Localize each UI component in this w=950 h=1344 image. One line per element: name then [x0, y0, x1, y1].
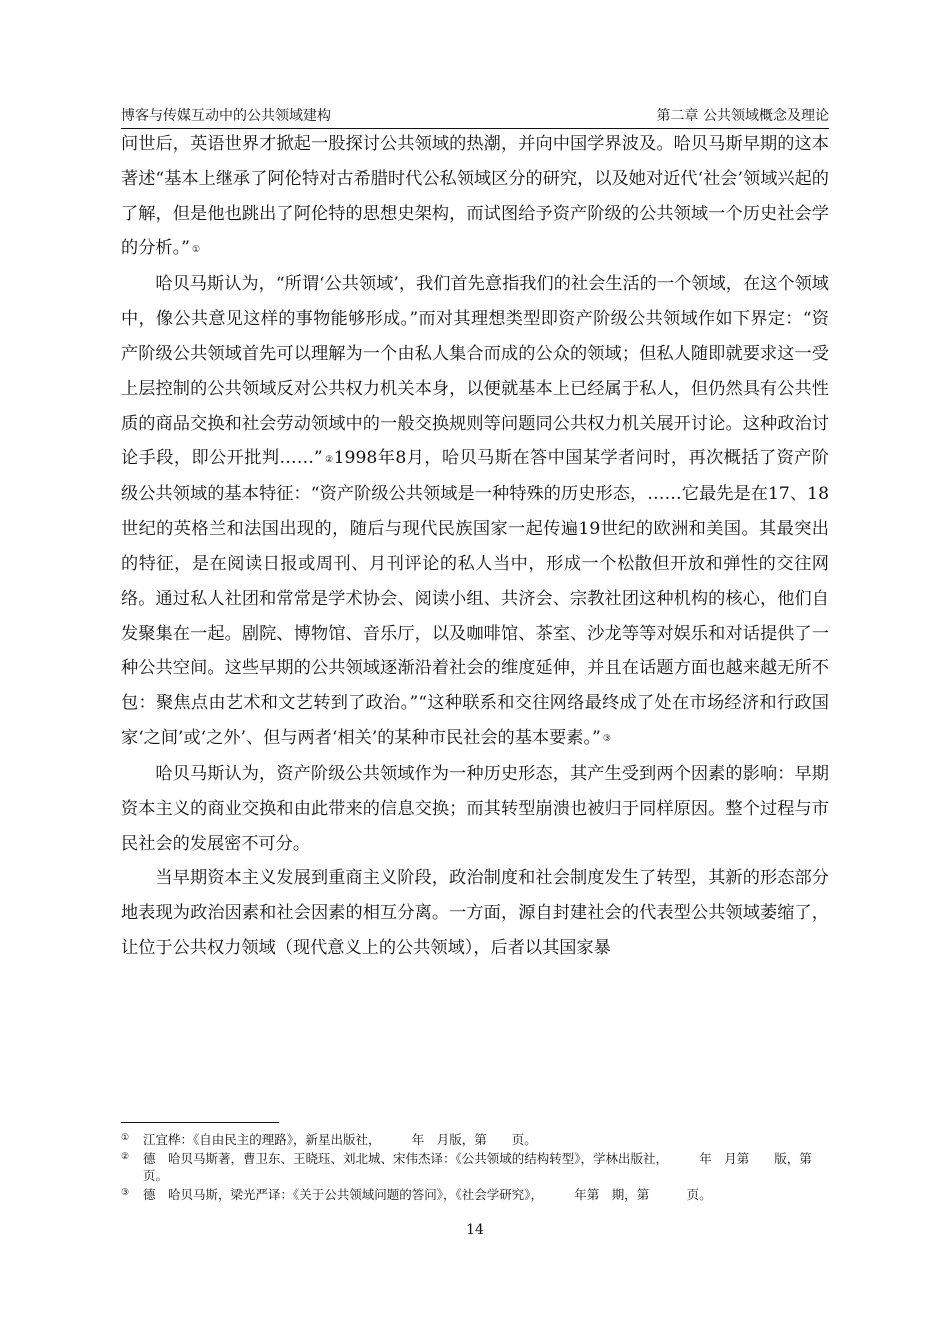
footnote-mark: ③	[121, 1188, 130, 1198]
footnote-1	[121, 1131, 829, 1148]
footnote-2	[121, 1150, 837, 1184]
footnote-text: 德 哈贝马斯著，曹卫东、王晓珏、刘北城、宋伟杰译：《公共领域的结构转型》，学林出版社， 年 月第 版，第 页。	[143, 1151, 837, 1183]
page-number: 14	[466, 1222, 484, 1238]
paragraph-1: 问世后，英语世界才掀起一股探讨公共领域的热潮，并向中国学界波及。哈贝马斯早期的这本著述“基本上继承了阿伦特对古希腊时代公私领域区分的研究，以及她对近代‘社会’领域兴起的了解，但是他也跳出了阿伦特的思想史架构，而试图给予资产阶级的公共领域一个历史社会学的分析。” ①	[121, 134, 829, 259]
footnote-mark: ②	[121, 1152, 130, 1162]
footnote-3	[121, 1186, 829, 1203]
footnote-text: 江宜桦：《自由民主的理路》，新星出版社， 年 月版，第 页。	[143, 1132, 537, 1147]
footnote-ref-1[interactable]: ①	[191, 244, 201, 255]
paragraph-3: 哈贝马斯认为，资产阶级公共领域作为一种历史形态，其产生受到两个因素的影响：早期资本主义的商业交换和由此带来的信息交换；而其转型崩溃也被归于同样原因。整个过程与市民社会的发展密不可分。	[121, 763, 829, 854]
paragraph-2: 哈贝马斯认为，“所谓‘公共领域’，我们首先意指我们的社会生活的一个领域，在这个领域中，像公共意见这样的事物能够形成。”而对其理想类型即资产阶级公共领域作如下界定：“资产阶级公共领域首先可以理解为一个由私人集合而成的公众的领域；但私人随即就要求这一受上层控制的公共领域反对公共权力机关本身，以便就基本上已经属于私人，但仍然具有公共性质的商品交换和社会劳动领域中的一般交换规则等问题同公共权力机关展开讨论。这种政治讨论手段，即公开批判……” ②1998年8月，哈贝马斯在答中国某学者问时，再次概括了资产阶级公共领域的基本特征：“资产阶级公共领域是一种特殊的历史形态，……它最先是在17、18世纪的英格兰和法国出现的，随后与现代民族国家一起传遍19世纪的欧洲和美国。其最突出的特征，是在阅读日报或周刊、月刊评论的私人当中，形成一个松散但开放和弹性的交往网络。通过私人社团和常常是学术协会、阅读小组、共济会、宗教社团这种机构的核心，他们自发聚集在一起。剧院、博物馆、音乐厅，以及咖啡馆、茶室、沙龙等等对娱乐和对话提供了一种公共空间。这些早期的公共领域逐渐沿着社会的维度延伸，并且在话题方面也越来越无所不包：聚焦点由艺术和文艺转到了政治。”“这种联系和交往网络最终成了处在市场经济和行政国家‘之间’或‘之外’、但与两者‘相关’的某种市民社会的基本要素。” ③	[121, 274, 829, 748]
footnote-ref-3[interactable]: ③	[602, 734, 611, 745]
footnote-mark: ①	[121, 1133, 130, 1143]
footnote-text: 德 哈贝马斯，梁光严译：《关于公共领域问题的答问》，《社会学研究》， 年第 期，第 页。	[143, 1187, 712, 1202]
footnotes	[121, 1131, 837, 1205]
main-text	[121, 127, 829, 966]
footnote-ref-2[interactable]: ②	[324, 454, 334, 465]
footnote-divider	[121, 1122, 279, 1123]
paragraph-4: 当早期资本主义发展到重商主义阶段，政治制度和社会制度发生了转型，其新的形态部分地表现为政治因素和社会因素的相互分离。一方面，源自封建社会的代表型公共领域萎缩了，让位于公共权力领域（现代意义上的公共领域），后者以其国家暴	[121, 868, 829, 958]
running-header	[121, 104, 829, 129]
header-chapter-title: 第二章 公共领域概念及理论	[656, 108, 829, 124]
header-thesis-title: 博客与传媒互动中的公共领域建构	[121, 108, 331, 124]
